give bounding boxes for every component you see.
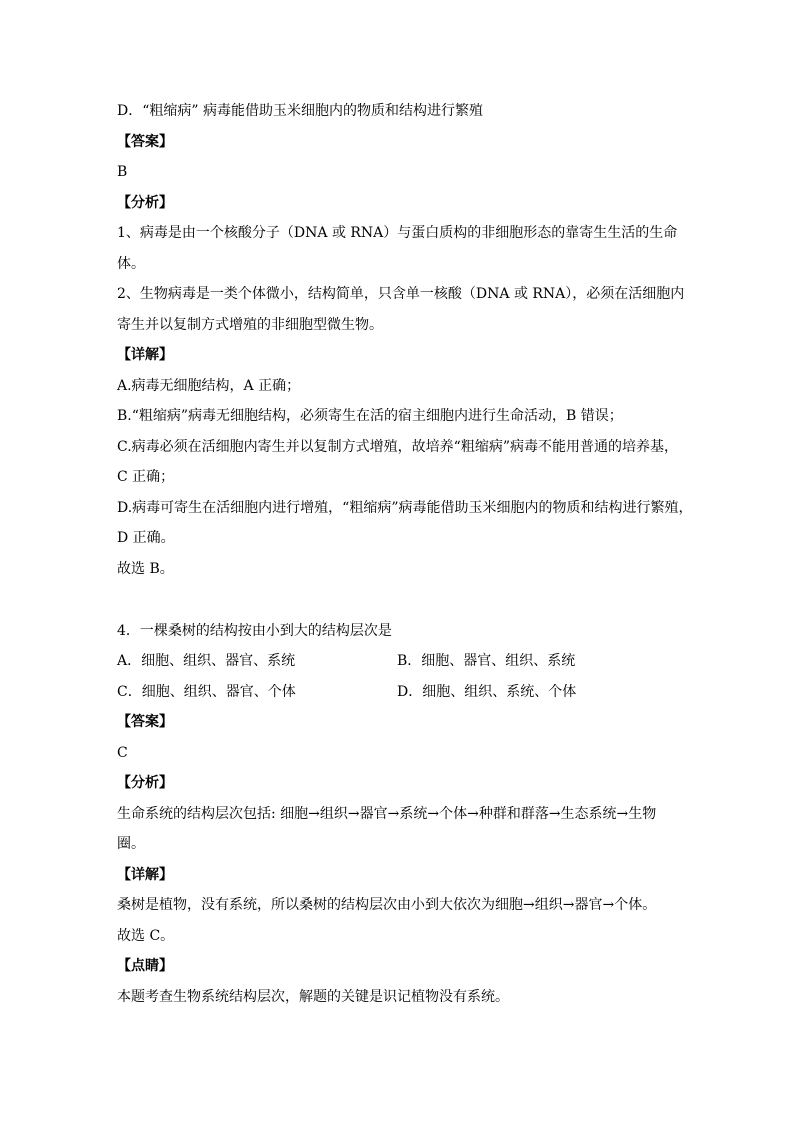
q4-option-b: B．细胞、器官、组织、系统 bbox=[397, 653, 576, 669]
q4-analysis-label: 【分析】 bbox=[117, 775, 173, 791]
q4-detail-label: 【详解】 bbox=[117, 866, 173, 883]
q3-detail-c1: C.病毒必须在活细胞内寄生并以复制方式增殖，故培养“粗缩病”病毒不能用普通的培养基， bbox=[117, 438, 678, 455]
q3-analysis-label: 【分析】 bbox=[117, 194, 173, 211]
q3-option-d: D．“粗缩病” 病毒能借助玉米细胞内的物质和结构进行繁殖 bbox=[117, 103, 483, 119]
q4-answer-label: 【答案】 bbox=[117, 714, 173, 730]
q4-analysis-a: 生命系统的结构层次包括: 细胞→组织→器官→系统→个体→种群和群落→生态系统→生物 bbox=[117, 805, 657, 822]
q3-answer-label: 【答案】 bbox=[117, 133, 173, 150]
q3-detail-d1: D.病毒可寄生在活细胞内进行增殖，“粗缩病”病毒能借助玉米细胞内的物质和结构进行繁殖， bbox=[117, 499, 693, 516]
q4-option-a: A．细胞、组织、器官、系统 bbox=[117, 653, 296, 669]
q3-analysis-2a: 2、生物病毒是一类个体微小，结构简单，只含单一核酸（DNA 或 RNA），必须在活细胞内 bbox=[117, 286, 685, 302]
q3-detail-a: A.病毒无细胞结构，A 正确； bbox=[117, 377, 301, 394]
q3-detail-d2: D 正确。 bbox=[117, 530, 175, 546]
q3-analysis-1b: 体。 bbox=[117, 255, 145, 272]
q4-options-row-2 bbox=[117, 682, 677, 702]
q4-analysis-b: 圈。 bbox=[117, 836, 145, 852]
q3-analysis-2b: 寄生并以复制方式增殖的非细胞型微生物。 bbox=[117, 316, 383, 333]
q4-detail: 桑树是植物，没有系统，所以桑树的结构层次由小到大依次为细胞→组织→器官→个体。 bbox=[117, 897, 657, 913]
q3-detail-b: B.“粗缩病”病毒无细胞结构，必须寄生在活的宿主细胞内进行生命活动，B 错误； bbox=[117, 408, 623, 424]
q4-comment: 本题考查生物系统结构层次，解题的关键是识记植物没有系统。 bbox=[117, 988, 509, 1005]
q4-conclusion: 故选 C。 bbox=[117, 927, 175, 944]
q4-option-d: D．细胞、组织、系统、个体 bbox=[397, 683, 577, 700]
q4-comment-label: 【点睛】 bbox=[117, 958, 173, 974]
q4-option-c: C．细胞、组织、器官、个体 bbox=[117, 683, 296, 700]
q4-answer: C bbox=[117, 744, 128, 761]
document-page bbox=[117, 101, 693, 1007]
q3-conclusion: 故选 B。 bbox=[117, 560, 174, 577]
q4-stem: 4．一棵桑树的结构按由小到大的结构层次是 bbox=[117, 622, 392, 639]
q4-options-row-1 bbox=[117, 651, 677, 671]
q3-analysis-1a: 1、病毒是由一个核酸分子（DNA 或 RNA）与蛋白质构的非细胞形态的靠寄生生活的生命 bbox=[117, 225, 678, 241]
q3-detail-label: 【详解】 bbox=[117, 347, 173, 363]
q3-answer: B bbox=[117, 164, 128, 180]
q3-detail-c2: C 正确； bbox=[117, 469, 175, 485]
